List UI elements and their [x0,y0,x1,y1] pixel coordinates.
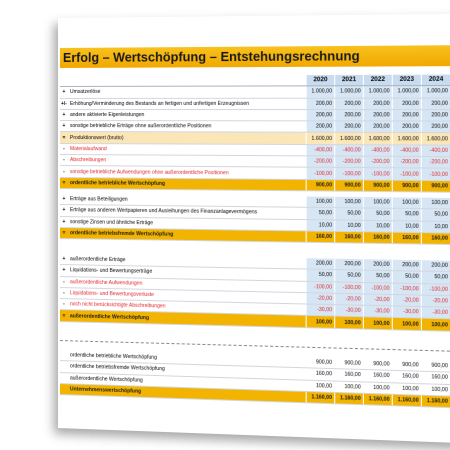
row-label[interactable]: sonstige Zinsen und ähnliche Erträge [68,216,306,231]
value-cell[interactable]: 100,00 [363,382,392,395]
row-label[interactable]: Erhöhung/Verminderung des Bestands an fertigen und unfertigen Erzeugnissen [68,98,306,110]
value-cell[interactable]: -100,00 [392,168,421,180]
row-operator[interactable] [60,350,68,361]
value-cell[interactable]: 1.600,00 [392,133,421,145]
value-cell[interactable]: -100,00 [392,283,421,295]
value-cell[interactable]: 1.600,00 [363,133,392,145]
year-header[interactable]: 2020 [306,75,335,86]
value-cell[interactable]: -20,00 [363,294,392,306]
value-cell[interactable]: 900,00 [392,180,421,192]
table-row [60,98,450,110]
value-cell[interactable]: 1.160,00 [363,393,392,406]
row-operator[interactable] [60,383,68,395]
value-cell[interactable]: 50,00 [335,270,364,282]
value-cell[interactable]: 200,00 [363,98,392,110]
value-cell[interactable]: 200,00 [421,109,450,121]
value-cell[interactable]: 100,00 [335,197,364,208]
value-cell[interactable]: -200,00 [335,156,364,168]
value-cell[interactable]: 1.000,00 [335,86,364,98]
row-label[interactable]: noch nicht berücksichtigte Abschreibungen [68,299,306,316]
table-row [60,86,450,98]
value-cell[interactable]: -100,00 [363,168,392,180]
value-cell[interactable]: 200,00 [335,98,364,110]
row-label[interactable]: Liquidations- und Bewertungserträge [68,265,306,281]
value-cell[interactable]: -400,00 [421,145,450,157]
value-cell[interactable]: 160,00 [392,232,421,244]
row-label[interactable]: Erträge aus anderen Wertpapieren und Ausleihungen des Finanzanlagevermögens [68,205,306,219]
row-operator[interactable]: - [60,166,68,177]
value-cell[interactable]: -200,00 [363,156,392,168]
value-cell[interactable]: 900,00 [335,179,364,191]
value-cell[interactable]: 10,00 [306,219,335,231]
row-label[interactable]: sonstige betriebliche Erträge ohne außerordentliche Positionen [68,121,306,133]
row-label[interactable]: außerordentliche Erträge [68,254,306,269]
table-row [60,109,450,121]
value-cell[interactable]: -400,00 [392,145,421,157]
value-cell[interactable]: 1.000,00 [363,86,392,98]
value-cell[interactable]: -30,00 [392,306,421,318]
value-cell[interactable]: 160,00 [363,232,392,244]
value-cell[interactable]: 1.160,00 [306,391,335,404]
value-cell[interactable]: 50,00 [363,270,392,282]
value-cell[interactable]: 50,00 [306,208,335,220]
value-cell[interactable]: 100,00 [306,380,335,393]
row-operator[interactable]: - [60,299,68,310]
row-operator[interactable]: + [60,194,68,205]
value-cell[interactable]: -100,00 [335,282,364,294]
value-cell[interactable]: 1.600,00 [306,133,335,145]
row-operator[interactable]: + [60,265,68,276]
value-cell[interactable]: 160,00 [392,371,421,384]
row-operator[interactable]: + [60,121,68,132]
row-operator[interactable]: + [60,254,68,265]
year-header[interactable]: 2023 [392,75,421,86]
row-operator[interactable]: + [60,109,68,120]
row-operator[interactable]: = [60,132,68,143]
value-cell[interactable]: 1.160,00 [421,395,450,408]
row-label[interactable]: Liquidations- und Bewertungsverluste [68,288,306,305]
value-cell[interactable]: 1.600,00 [335,133,364,145]
value-cell[interactable]: 100,00 [421,198,450,210]
value-cell[interactable]: 160,00 [421,372,450,385]
row-label[interactable]: andere aktivierte Eigenleistungen [68,109,306,121]
value-cell[interactable]: 50,00 [392,271,421,283]
row-operator[interactable]: = [60,310,68,321]
value-cell[interactable]: 200,00 [306,258,335,270]
value-cell[interactable]: 100,00 [392,197,421,209]
value-cell[interactable]: 200,00 [421,260,450,272]
summary-table [60,350,450,408]
value-cell[interactable]: 100,00 [306,196,335,207]
spreadsheet-page [58,14,450,444]
value-cell[interactable]: 100,00 [335,381,364,394]
value-cell[interactable]: 50,00 [306,269,335,281]
value-cell[interactable]: 900,00 [363,180,392,192]
row-label[interactable]: ordentliche betriebliche Wertschöpfung [68,350,306,368]
value-cell[interactable]: 200,00 [363,109,392,121]
value-cell[interactable]: 900,00 [392,359,421,371]
value-cell[interactable]: -20,00 [306,293,335,305]
value-cell[interactable]: -100,00 [363,282,392,294]
year-header[interactable]: 2024 [421,75,450,86]
value-cell[interactable]: 10,00 [421,221,450,233]
value-cell[interactable]: 200,00 [363,259,392,271]
value-cell[interactable]: -200,00 [421,157,450,169]
value-cell[interactable]: 900,00 [363,359,392,371]
row-operator[interactable]: + [60,87,68,98]
section-operating-table [60,75,450,193]
value-cell[interactable]: 900,00 [421,180,450,192]
year-header-row [60,75,450,87]
value-cell[interactable]: 200,00 [363,121,392,133]
row-label[interactable]: Umsatzerlöse [68,86,306,98]
value-cell[interactable]: 1.600,00 [421,133,450,145]
value-cell[interactable]: 200,00 [392,109,421,121]
value-cell[interactable]: 50,00 [421,271,450,283]
row-label[interactable]: ordentliche betriebliche Wertschöpfung [68,177,306,191]
row-operator[interactable]: - [60,287,68,298]
value-cell[interactable]: 200,00 [335,109,364,121]
row-label[interactable]: Produktionswert (brutto) [68,132,306,144]
value-cell[interactable]: 1.000,00 [306,86,335,98]
section-non-operating-table [60,194,450,245]
value-cell[interactable]: 900,00 [421,360,450,372]
value-cell[interactable]: -100,00 [421,168,450,180]
value-cell[interactable]: -30,00 [363,305,392,317]
value-cell[interactable]: 200,00 [306,109,335,121]
year-header[interactable]: 2021 [335,75,364,86]
value-cell[interactable]: 160,00 [363,370,392,383]
row-label[interactable]: außerordentliche Wertschöpfung [68,310,306,327]
year-header[interactable]: 2022 [363,75,392,86]
value-cell[interactable]: 200,00 [421,121,450,133]
row-label[interactable]: ordentliche betriebsfremde Wertschöpfung [68,361,306,380]
value-cell[interactable]: -20,00 [421,295,450,307]
section-divider [60,340,450,352]
value-cell[interactable]: -30,00 [335,305,364,317]
value-cell[interactable]: 160,00 [335,369,364,382]
value-cell[interactable]: 900,00 [335,358,364,370]
row-label[interactable]: Materialaufwand [68,143,306,156]
value-cell[interactable]: -400,00 [363,145,392,157]
row-operator[interactable]: - [60,276,68,287]
value-cell[interactable]: -30,00 [421,307,450,319]
value-cell[interactable]: 100,00 [392,318,421,330]
value-cell[interactable]: 1.000,00 [392,86,421,98]
value-cell[interactable]: 100,00 [335,317,364,329]
value-cell[interactable]: -20,00 [392,294,421,306]
value-cell[interactable]: 100,00 [363,197,392,209]
value-cell[interactable]: -20,00 [335,293,364,305]
value-cell[interactable]: -100,00 [421,283,450,295]
row-label[interactable]: Abschreibungen [68,155,306,168]
section-extraordinary-table [60,254,450,332]
row-operator[interactable]: = [60,177,68,188]
value-cell[interactable]: 10,00 [335,220,364,232]
value-cell[interactable]: -30,00 [306,304,335,316]
value-cell[interactable]: 160,00 [421,232,450,244]
sheet-title: Erfolg – Wertschöpfung – Entstehungsrechnung [60,45,450,68]
row-operator[interactable] [60,361,68,373]
value-cell[interactable]: 1.160,00 [392,394,421,407]
value-cell[interactable]: 200,00 [306,98,335,110]
value-cell[interactable]: 900,00 [306,357,335,369]
value-cell[interactable]: 900,00 [306,179,335,191]
value-cell[interactable]: 100,00 [363,317,392,329]
value-cell[interactable]: 100,00 [421,319,450,331]
value-cell[interactable]: -400,00 [335,144,364,156]
value-cell[interactable]: 200,00 [421,98,450,110]
value-cell[interactable]: -100,00 [335,168,364,180]
row-operator[interactable]: + [60,205,68,216]
value-cell[interactable]: 200,00 [392,260,421,272]
value-cell[interactable]: 200,00 [306,121,335,133]
row-operator[interactable]: - [60,143,68,154]
value-cell[interactable]: 1.000,00 [421,86,450,98]
value-cell[interactable]: 160,00 [306,231,335,243]
value-cell[interactable]: 1.160,00 [335,392,364,405]
row-operator[interactable]: = [60,227,68,238]
value-cell[interactable]: 50,00 [363,208,392,220]
table-row [60,177,450,192]
value-cell[interactable]: -200,00 [306,156,335,168]
value-cell[interactable]: 10,00 [363,220,392,232]
value-cell[interactable]: 160,00 [335,231,364,243]
row-label[interactable]: ordentliche betriebsfremde Wertschöpfung [68,228,306,243]
row-label[interactable]: außerordentliche Aufwendungen [68,276,306,292]
value-cell[interactable]: 50,00 [421,209,450,221]
row-label[interactable]: Erträge aus Beteiligungen [68,194,306,207]
value-cell[interactable]: -400,00 [306,144,335,156]
row-operator[interactable]: + [60,216,68,227]
value-cell[interactable]: 200,00 [335,121,364,133]
value-cell[interactable]: 100,00 [306,316,335,328]
value-cell[interactable]: 200,00 [335,259,364,271]
value-cell[interactable]: 200,00 [392,121,421,133]
value-cell[interactable]: -100,00 [306,168,335,180]
value-cell[interactable]: 160,00 [306,368,335,381]
row-operator[interactable] [60,372,68,384]
value-cell[interactable]: -200,00 [392,156,421,168]
value-cell[interactable]: 100,00 [421,383,450,396]
value-cell[interactable]: 10,00 [392,220,421,232]
row-label[interactable]: sonstige betriebliche Aufwendungen ohne außerordentliche Positionen [68,166,306,179]
value-cell[interactable]: 200,00 [392,98,421,110]
value-cell[interactable]: 50,00 [392,209,421,221]
value-cell[interactable]: 100,00 [392,382,421,395]
value-cell[interactable]: 50,00 [335,208,364,220]
value-cell[interactable]: -100,00 [306,281,335,293]
row-label[interactable]: außerordentliche Wertschöpfung [68,372,306,391]
row-operator[interactable]: - [60,155,68,166]
row-label[interactable]: Unternehmenswertschöpfung [68,384,306,403]
row-operator[interactable]: +/- [60,98,68,109]
